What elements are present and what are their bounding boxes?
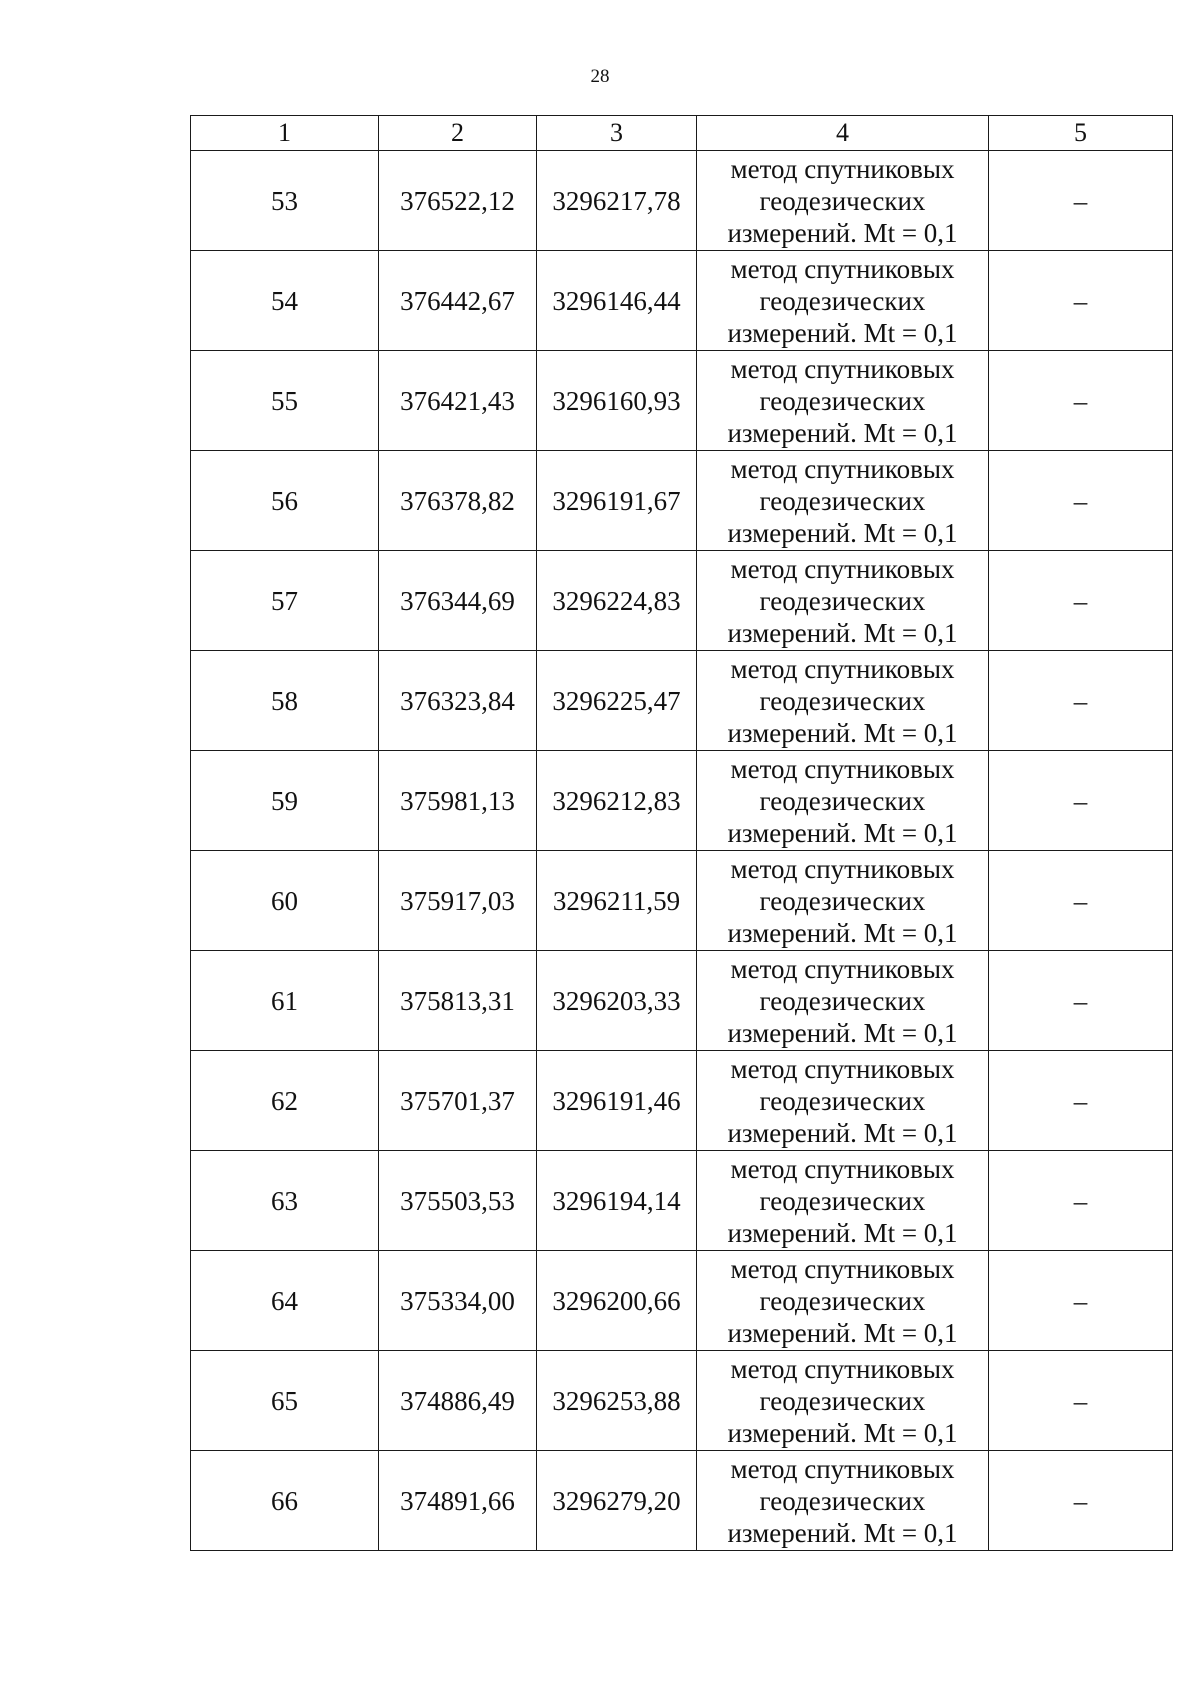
method-line: измерений. Mt = 0,1 bbox=[727, 217, 958, 248]
coordinate-x-cell: 375503,53 bbox=[379, 1151, 537, 1251]
method-line: метод спутниковых bbox=[730, 1053, 955, 1084]
coordinate-y-cell: 3296191,67 bbox=[537, 451, 697, 551]
method-line: геодезических bbox=[759, 185, 926, 216]
table-row bbox=[191, 451, 1173, 551]
table-row bbox=[191, 1451, 1173, 1551]
note-cell: – bbox=[989, 351, 1173, 451]
coordinate-y-cell: 3296211,59 bbox=[537, 851, 697, 951]
method-cell bbox=[697, 551, 989, 651]
method-line: метод спутниковых bbox=[730, 253, 955, 284]
note-cell: – bbox=[989, 451, 1173, 551]
point-number-cell: 59 bbox=[191, 751, 379, 851]
table-header-row bbox=[191, 116, 1173, 151]
method-cell bbox=[697, 351, 989, 451]
method-line: измерений. Mt = 0,1 bbox=[727, 917, 958, 948]
method-line: измерений. Mt = 0,1 bbox=[727, 1317, 958, 1348]
method-cell bbox=[697, 251, 989, 351]
coordinate-y-cell: 3296194,14 bbox=[537, 1151, 697, 1251]
column-header: 4 bbox=[697, 116, 989, 151]
column-header: 2 bbox=[379, 116, 537, 151]
coordinate-y-cell: 3296279,20 bbox=[537, 1451, 697, 1551]
coordinate-x-cell: 375334,00 bbox=[379, 1251, 537, 1351]
point-number-cell: 55 bbox=[191, 351, 379, 451]
coordinate-y-cell: 3296212,83 bbox=[537, 751, 697, 851]
method-line: геодезических bbox=[759, 785, 926, 816]
method-line: геодезических bbox=[759, 585, 926, 616]
coordinate-y-cell: 3296253,88 bbox=[537, 1351, 697, 1451]
coordinate-x-cell: 375701,37 bbox=[379, 1051, 537, 1151]
method-line: метод спутниковых bbox=[730, 1453, 955, 1484]
method-line: измерений. Mt = 0,1 bbox=[727, 1517, 958, 1548]
point-number-cell: 65 bbox=[191, 1351, 379, 1451]
coordinate-y-cell: 3296224,83 bbox=[537, 551, 697, 651]
note-cell: – bbox=[989, 151, 1173, 251]
page-number: 28 bbox=[590, 66, 610, 87]
table-row bbox=[191, 551, 1173, 651]
method-cell bbox=[697, 751, 989, 851]
column-header: 5 bbox=[989, 116, 1173, 151]
method-line: метод спутниковых bbox=[730, 153, 955, 184]
note-cell: – bbox=[989, 1451, 1173, 1551]
coordinate-x-cell: 375917,03 bbox=[379, 851, 537, 951]
table-row bbox=[191, 351, 1173, 451]
coordinate-x-cell: 375813,31 bbox=[379, 951, 537, 1051]
table-row bbox=[191, 951, 1173, 1051]
table-row bbox=[191, 651, 1173, 751]
coordinate-x-cell: 376442,67 bbox=[379, 251, 537, 351]
method-line: измерений. Mt = 0,1 bbox=[727, 1217, 958, 1248]
table-row bbox=[191, 251, 1173, 351]
column-header: 1 bbox=[191, 116, 379, 151]
point-number-cell: 58 bbox=[191, 651, 379, 751]
coordinate-y-cell: 3296217,78 bbox=[537, 151, 697, 251]
method-line: метод спутниковых bbox=[730, 1153, 955, 1184]
method-line: геодезических bbox=[759, 1085, 926, 1116]
note-cell: – bbox=[989, 251, 1173, 351]
method-line: геодезических bbox=[759, 485, 926, 516]
table-row bbox=[191, 151, 1173, 251]
method-line: метод спутниковых bbox=[730, 753, 955, 784]
point-number-cell: 63 bbox=[191, 1151, 379, 1251]
method-line: метод спутниковых bbox=[730, 1353, 955, 1384]
method-line: геодезических bbox=[759, 1485, 926, 1516]
method-line: измерений. Mt = 0,1 bbox=[727, 317, 958, 348]
note-cell: – bbox=[989, 1251, 1173, 1351]
method-line: измерений. Mt = 0,1 bbox=[727, 1117, 958, 1148]
method-line: измерений. Mt = 0,1 bbox=[727, 517, 958, 548]
point-number-cell: 54 bbox=[191, 251, 379, 351]
method-line: геодезических bbox=[759, 685, 926, 716]
method-cell bbox=[697, 1351, 989, 1451]
method-line: измерений. Mt = 0,1 bbox=[727, 1417, 958, 1448]
table-row bbox=[191, 851, 1173, 951]
method-line: метод спутниковых bbox=[730, 553, 955, 584]
table-row bbox=[191, 1051, 1173, 1151]
method-cell bbox=[697, 1451, 989, 1551]
method-line: измерений. Mt = 0,1 bbox=[727, 417, 958, 448]
point-number-cell: 61 bbox=[191, 951, 379, 1051]
method-line: метод спутниковых bbox=[730, 653, 955, 684]
point-number-cell: 53 bbox=[191, 151, 379, 251]
coordinate-x-cell: 376522,12 bbox=[379, 151, 537, 251]
method-line: геодезических bbox=[759, 1185, 926, 1216]
table-body bbox=[191, 151, 1173, 1551]
note-cell: – bbox=[989, 951, 1173, 1051]
note-cell: – bbox=[989, 1051, 1173, 1151]
method-cell bbox=[697, 851, 989, 951]
coordinate-y-cell: 3296203,33 bbox=[537, 951, 697, 1051]
table-row bbox=[191, 751, 1173, 851]
method-cell bbox=[697, 1251, 989, 1351]
method-line: метод спутниковых bbox=[730, 1253, 955, 1284]
coordinate-x-cell: 376421,43 bbox=[379, 351, 537, 451]
note-cell: – bbox=[989, 751, 1173, 851]
coordinate-y-cell: 3296146,44 bbox=[537, 251, 697, 351]
table-row bbox=[191, 1251, 1173, 1351]
method-line: геодезических bbox=[759, 1385, 926, 1416]
method-line: геодезических bbox=[759, 285, 926, 316]
point-number-cell: 60 bbox=[191, 851, 379, 951]
method-line: измерений. Mt = 0,1 bbox=[727, 717, 958, 748]
method-line: геодезических bbox=[759, 385, 926, 416]
coordinate-x-cell: 374886,49 bbox=[379, 1351, 537, 1451]
coordinate-y-cell: 3296225,47 bbox=[537, 651, 697, 751]
point-number-cell: 57 bbox=[191, 551, 379, 651]
method-cell bbox=[697, 151, 989, 251]
note-cell: – bbox=[989, 1151, 1173, 1251]
method-cell bbox=[697, 951, 989, 1051]
method-cell bbox=[697, 651, 989, 751]
point-number-cell: 66 bbox=[191, 1451, 379, 1551]
coordinate-x-cell: 375981,13 bbox=[379, 751, 537, 851]
point-number-cell: 64 bbox=[191, 1251, 379, 1351]
coordinate-x-cell: 376378,82 bbox=[379, 451, 537, 551]
method-cell bbox=[697, 451, 989, 551]
coordinate-y-cell: 3296160,93 bbox=[537, 351, 697, 451]
coordinate-y-cell: 3296200,66 bbox=[537, 1251, 697, 1351]
coordinate-x-cell: 374891,66 bbox=[379, 1451, 537, 1551]
coordinate-y-cell: 3296191,46 bbox=[537, 1051, 697, 1151]
coordinate-x-cell: 376323,84 bbox=[379, 651, 537, 751]
method-line: метод спутниковых bbox=[730, 953, 955, 984]
note-cell: – bbox=[989, 551, 1173, 651]
method-line: измерений. Mt = 0,1 bbox=[727, 817, 958, 848]
note-cell: – bbox=[989, 1351, 1173, 1451]
method-line: геодезических bbox=[759, 1285, 926, 1316]
method-line: измерений. Mt = 0,1 bbox=[727, 617, 958, 648]
method-line: геодезических bbox=[759, 985, 926, 1016]
method-line: метод спутниковых bbox=[730, 453, 955, 484]
method-cell bbox=[697, 1151, 989, 1251]
table-row bbox=[191, 1151, 1173, 1251]
note-cell: – bbox=[989, 851, 1173, 951]
coordinate-x-cell: 376344,69 bbox=[379, 551, 537, 651]
method-cell bbox=[697, 1051, 989, 1151]
point-number-cell: 62 bbox=[191, 1051, 379, 1151]
note-cell: – bbox=[989, 651, 1173, 751]
coordinates-table bbox=[190, 115, 1173, 1551]
point-number-cell: 56 bbox=[191, 451, 379, 551]
method-line: геодезических bbox=[759, 885, 926, 916]
column-header: 3 bbox=[537, 116, 697, 151]
table-row bbox=[191, 1351, 1173, 1451]
method-line: метод спутниковых bbox=[730, 853, 955, 884]
method-line: измерений. Mt = 0,1 bbox=[727, 1017, 958, 1048]
method-line: метод спутниковых bbox=[730, 353, 955, 384]
